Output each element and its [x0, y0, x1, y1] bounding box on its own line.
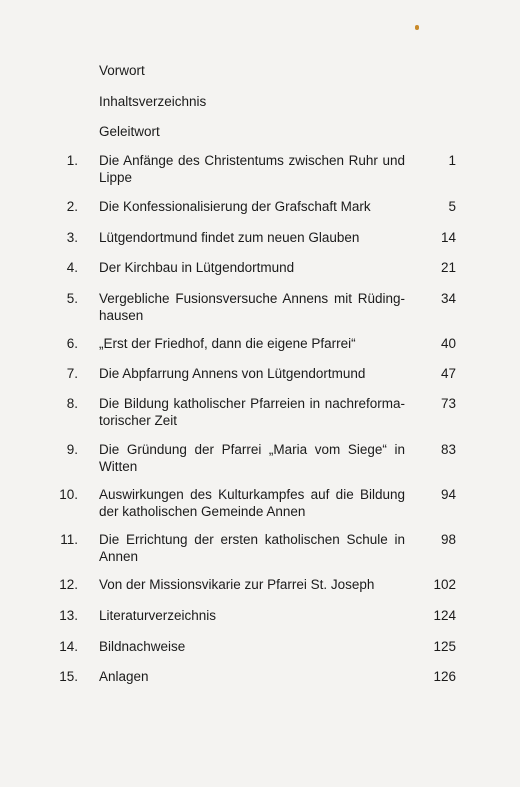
- toc-entry-title: Anlagen: [99, 669, 149, 684]
- toc-entry-number: 1.: [66, 153, 78, 168]
- toc-entry-page: 94: [440, 487, 456, 502]
- toc-entry-number: 14.: [59, 639, 78, 654]
- toc-entry-title: Die Gründung der Pfarrei „Maria vom Siege“ in Witten: [99, 442, 405, 474]
- toc-entry-number: 5.: [66, 291, 78, 306]
- toc-entry-number: 10.: [59, 487, 78, 502]
- toc-entry-page: 98: [440, 532, 456, 547]
- toc-preliminary-geleitwort: Geleitwort: [99, 124, 160, 139]
- toc-entry-page: 83: [440, 442, 456, 457]
- toc-entry-number: 12.: [59, 577, 78, 592]
- toc-entry-page: 124: [433, 608, 456, 623]
- toc-entry-number: 9.: [66, 442, 78, 457]
- toc-entry-title: Von der Missionsvikarie zur Pfarrei St. Joseph: [99, 577, 375, 592]
- toc-entry-number: 11.: [60, 532, 78, 547]
- toc-entry-title: Der Kirchbau in Lütgendortmund: [99, 260, 295, 275]
- toc-entry-title: Die Anfänge des Christentums zwischen Ruhr und Lippe: [99, 153, 405, 185]
- toc-entry-page: 102: [433, 577, 456, 592]
- toc-preliminary-vorwort: Vorwort: [99, 63, 145, 78]
- toc-entry-title: Literaturverzeichnis: [99, 608, 217, 623]
- ink-speck: [415, 25, 419, 30]
- toc-entry-page: 47: [440, 366, 456, 381]
- toc-entry-page: 73: [440, 396, 456, 411]
- toc-entry-title: „Erst der Friedhof, dann die eigene Pfarrei“: [99, 336, 356, 351]
- toc-entry-number: 6.: [66, 336, 78, 351]
- toc-entry-title: Lütgendortmund findet zum neuen Glauben: [99, 230, 360, 245]
- toc-entry-page: 1: [448, 153, 456, 168]
- toc-entry-number: 2.: [66, 199, 78, 214]
- toc-entry-title: Die Konfessionalisierung der Grafschaft Mark: [99, 199, 371, 214]
- toc-entry-page: 5: [448, 199, 456, 214]
- toc-entry-number: 4.: [66, 260, 78, 275]
- toc-entry-page: 125: [433, 639, 456, 654]
- toc-entry-number: 7.: [66, 366, 78, 381]
- toc-entry-page: 34: [440, 291, 456, 306]
- toc-entry-title: Die Abpfarrung Annens von Lütgendortmund: [99, 366, 366, 381]
- toc-entry-page: 126: [433, 669, 456, 684]
- toc-entry-number: 13.: [59, 608, 78, 623]
- toc-entry-number: 3.: [66, 230, 78, 245]
- toc-entry-title: Vergebliche Fusionsversuche Annens mit Rüding-hausen: [99, 291, 405, 323]
- toc-entry-page: 14: [440, 230, 456, 245]
- toc-entry-title: Auswirkungen des Kulturkampfes auf die Bildung der katholischen Gemeinde Annen: [99, 487, 405, 519]
- toc-preliminary-inhaltsverzeichnis: Inhaltsverzeichnis: [99, 94, 207, 109]
- toc-entry-number: 15.: [59, 669, 78, 684]
- toc-entry-page: 40: [440, 336, 456, 351]
- toc-entry-title: Die Errichtung der ersten katholischen Schule in Annen: [99, 532, 405, 564]
- toc-entry-page: 21: [440, 260, 456, 275]
- toc-entry-number: 8.: [66, 396, 78, 411]
- toc-entry-title: Die Bildung katholischer Pfarreien in nachreforma-torischer Zeit: [99, 396, 405, 428]
- toc-entry-title: Bildnachweise: [99, 639, 186, 654]
